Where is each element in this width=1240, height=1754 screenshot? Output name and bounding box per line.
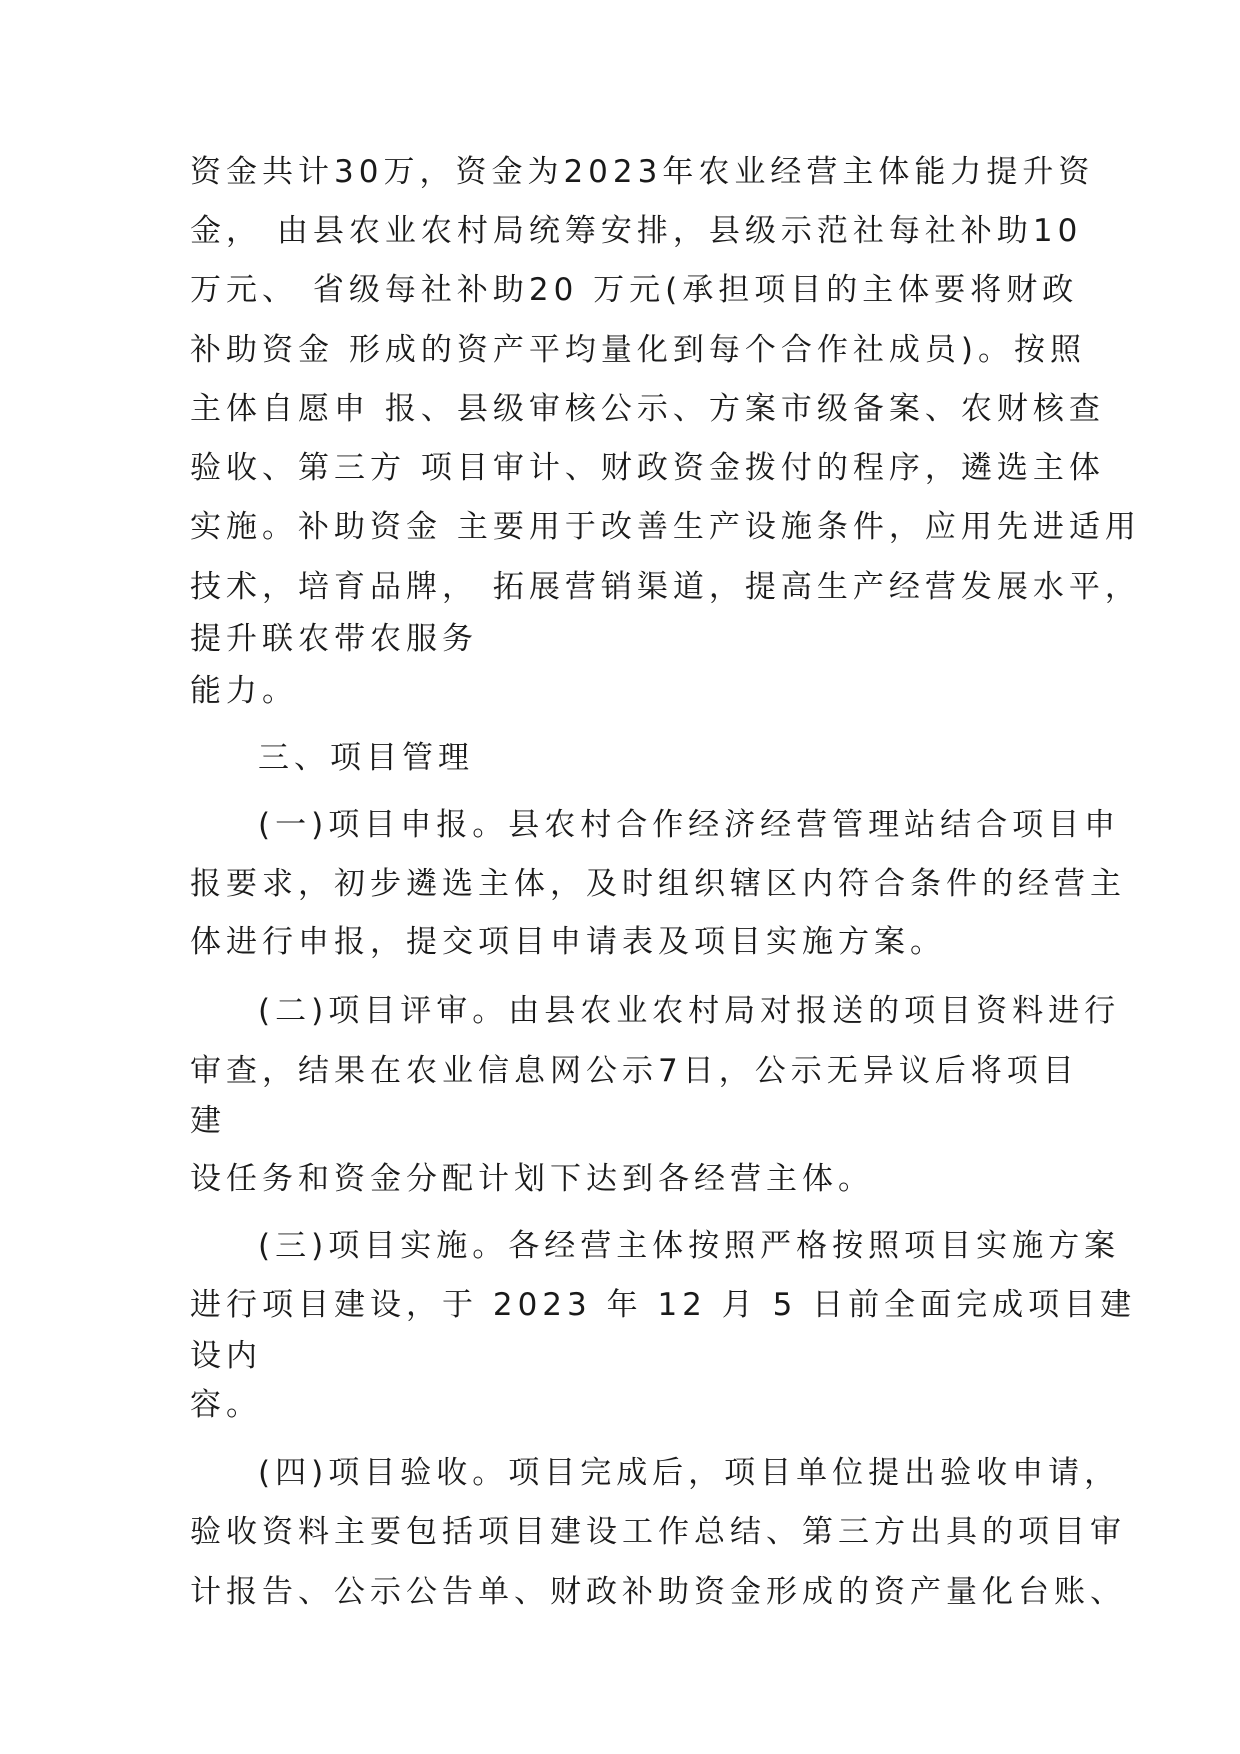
section-heading: 三、项目管理 [258, 740, 474, 776]
text-line: 补助资金 形成的资产平均量化到每个合作社成员)。按照 [190, 332, 1086, 368]
text-line: 体进行申报，提交项目申请表及项目实施方案。 [190, 924, 946, 960]
text-line: 主体自愿申 报、县级审核公示、方案市级备案、农财核查 [190, 391, 1105, 427]
text-line: 能力。 [190, 673, 298, 709]
text-line: 设任务和资金分配计划下达到各经营主体。 [190, 1161, 874, 1197]
text-line: 金， 由县农业农村局统筹安排，县级示范社每社补助10 [190, 213, 1083, 249]
text-line: 审查，结果在农业信息网公示7日，公示无异议后将项目 [190, 1053, 1079, 1089]
text-line: 验收资料主要包括项目建设工作总结、第三方出具的项目审 [190, 1514, 1126, 1550]
text-line: 提升联农带农服务 [190, 621, 478, 657]
text-line: 技术，培育品牌， 拓展营销渠道，提高生产经营发展水平， [190, 569, 1141, 605]
text-line: (三)项目实施。各经营主体按照严格按照项目实施方案 [258, 1228, 1121, 1264]
text-line: 报要求，初步遴选主体，及时组织辖区内符合条件的经营主 [190, 866, 1126, 902]
text-line: 计报告、公示公告单、财政补助资金形成的资产量化台账、 [190, 1574, 1126, 1610]
text-line: 容。 [190, 1387, 262, 1423]
text-line: 设内 [190, 1338, 262, 1374]
text-line: (二)项目评审。由县农业农村局对报送的项目资料进行 [258, 993, 1121, 1029]
text-line: 万元、 省级每社补助20 万元(承担项目的主体要将财政 [190, 272, 1079, 308]
text-line: (四)项目验收。项目完成后，项目单位提出验收申请， [258, 1455, 1121, 1491]
text-line: 建 [190, 1103, 226, 1139]
text-line: (一)项目申报。县农村合作经济经营管理站结合项目申 [258, 807, 1121, 843]
text-line: 进行项目建设，于 2023 年 12 月 5 日前全面完成项目建 [190, 1287, 1137, 1323]
text-line: 资金共计30万，资金为2023年农业经营主体能力提升资 [190, 154, 1095, 190]
text-line: 验收、第三方 项目审计、财政资金拨付的程序，遴选主体 [190, 450, 1105, 486]
text-line: 实施。补助资金 主要用于改善生产设施条件，应用先进适用 [190, 509, 1141, 545]
